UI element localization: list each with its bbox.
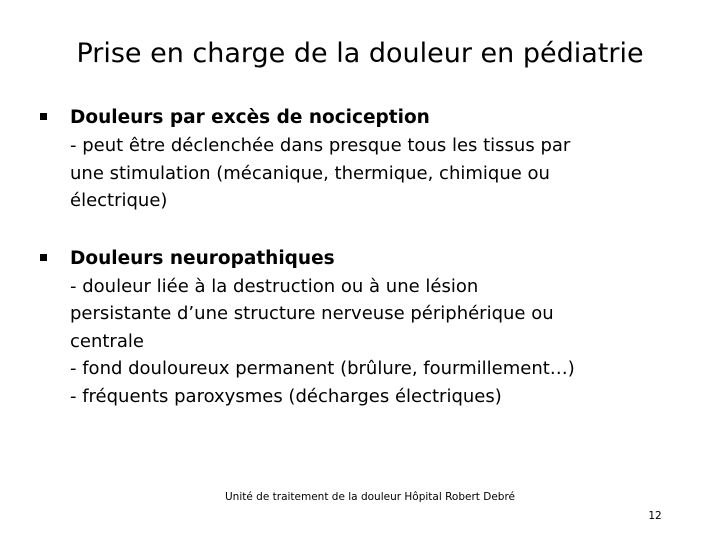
slide-footer: Unité de traitement de la douleur Hôpital Robert Debré bbox=[225, 491, 515, 503]
slide-title: Prise en charge de la douleur en pédiatrie bbox=[76, 38, 644, 69]
bullet-heading: Douleurs par excès de nociception bbox=[70, 107, 430, 128]
bullet-text-line: - fréquents paroxysmes (décharges électriques) bbox=[70, 385, 502, 407]
bullet-text-line: persistante d’une structure nerveuse périphérique ou bbox=[70, 303, 554, 324]
bullet-item-neuropathic bbox=[40, 245, 700, 411]
bullet-text-line: centrale bbox=[70, 330, 144, 352]
page-number: 12 bbox=[648, 510, 662, 522]
bullet-text-line: électrique) bbox=[70, 190, 168, 211]
bullet-text-line: - douleur liée à la destruction ou à une lésion bbox=[70, 275, 479, 297]
bullet-heading: Douleurs neuropathiques bbox=[70, 247, 335, 269]
bullet-list bbox=[40, 104, 700, 410]
bullet-text-line: une stimulation (mécanique, thermique, chimique ou bbox=[70, 162, 550, 184]
bullet-text-line: - peut être déclenchée dans presque tous les tissus par bbox=[70, 135, 571, 156]
bullet-text-line: - fond douloureux permanent (brûlure, fourmillement…) bbox=[70, 358, 575, 379]
bullet-item-nociception bbox=[40, 104, 700, 215]
square-bullet-icon bbox=[40, 254, 47, 261]
square-bullet-icon bbox=[40, 113, 47, 120]
